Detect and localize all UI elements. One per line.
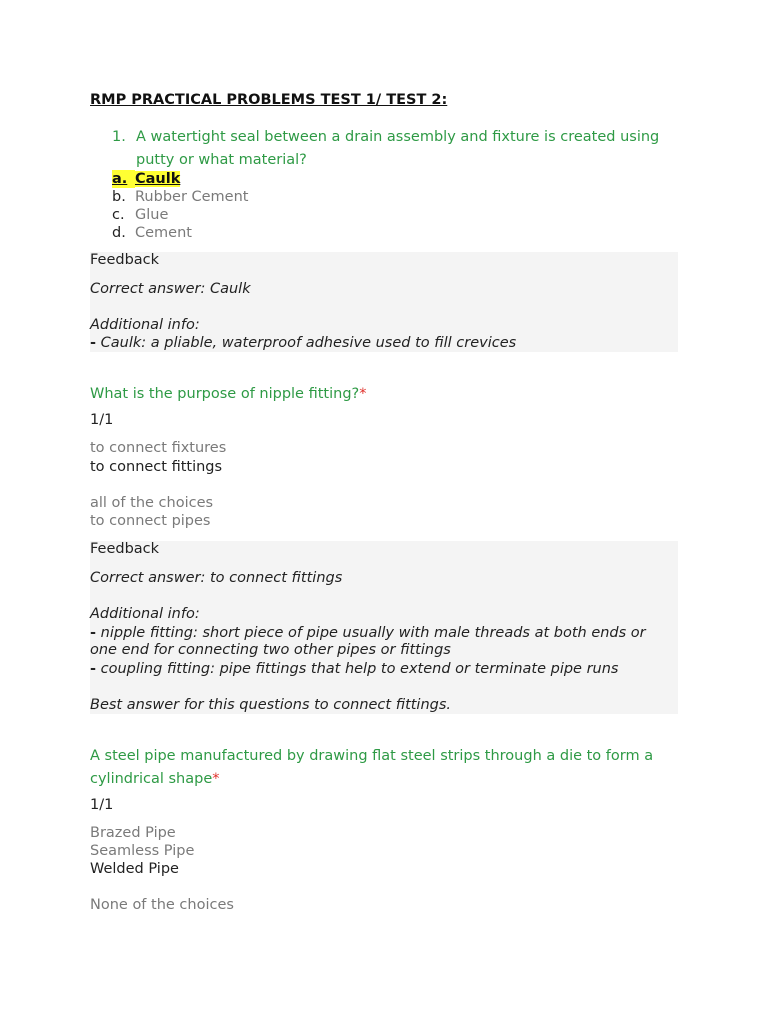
q2-option-fixtures[interactable]: to connect fixtures — [90, 440, 227, 456]
q2-feedback-label: Feedback — [90, 541, 160, 557]
question-3-line-2 — [90, 771, 220, 787]
dash: - — [90, 335, 97, 351]
q1-info-text: Caulk: a pliable, waterproof adhesive used to fill crevices — [100, 335, 517, 351]
q2-option-all[interactable]: all of the choices — [90, 495, 214, 511]
question-1-text: A watertight seal between a drain assembly and fixture is created using putty or what material? — [136, 129, 660, 168]
document-title: RMP PRACTICAL PROBLEMS TEST 1/ TEST 2: — [90, 92, 448, 108]
q2-feedback-box — [90, 541, 678, 714]
question-3-line-1: A steel pipe manufactured by drawing flat steel strips through a die to form a — [90, 748, 654, 764]
q1-option-c[interactable] — [112, 206, 168, 224]
q1-correct-answer: Correct answer: Caulk — [90, 281, 251, 297]
q3-option-none[interactable]: None of the choices — [90, 897, 234, 913]
q2-info-text: nipple fitting: short piece of pipe usually with male threads at both ends or — [100, 625, 646, 641]
question-1-number: 1. — [112, 129, 126, 145]
dash: - — [90, 625, 97, 641]
q1-feedback-label: Feedback — [90, 252, 160, 268]
q2-info-text: coupling fitting: pipe fittings that help to extend or terminate pipe runs — [100, 661, 619, 677]
question-2-text: What is the purpose of nipple fitting? — [90, 386, 360, 402]
q1-option-text-correct: Caulk — [135, 171, 181, 187]
q1-option-letter: d. — [112, 225, 126, 241]
q1-option-letter: c. — [112, 207, 125, 223]
q1-option-letter: b. — [112, 189, 126, 205]
question-2 — [90, 386, 366, 402]
q1-option-a[interactable] — [112, 170, 180, 188]
q2-info-line-1 — [90, 625, 646, 641]
q1-option-d[interactable] — [112, 224, 192, 242]
required-asterisk: * — [212, 771, 220, 787]
q2-correct-answer: Correct answer: to connect fittings — [90, 570, 343, 586]
q1-option-b[interactable] — [112, 188, 248, 206]
q1-additional-info-label: Additional info: — [90, 317, 200, 333]
question-1 — [112, 126, 672, 172]
q3-score: 1/1 — [90, 797, 114, 813]
q1-feedback-box — [90, 252, 678, 352]
q2-info-line-2 — [90, 661, 619, 677]
q2-info-line-1b: one end for connecting two other pipes or fittings — [90, 642, 451, 658]
q1-option-text: Rubber Cement — [135, 189, 249, 205]
q2-option-fittings-selected[interactable]: to connect fittings — [90, 459, 223, 475]
q1-option-text: Glue — [135, 207, 169, 223]
q1-additional-info-line — [90, 335, 516, 351]
question-3-text: cylindrical shape — [90, 771, 213, 787]
q1-option-text: Cement — [135, 225, 192, 241]
q2-best-answer: Best answer for this questions to connect fittings. — [90, 697, 452, 713]
q2-score: 1/1 — [90, 412, 114, 428]
q2-additional-info-label: Additional info: — [90, 606, 200, 622]
q3-option-seamless[interactable]: Seamless Pipe — [90, 843, 195, 859]
q3-option-welded-selected[interactable]: Welded Pipe — [90, 861, 179, 877]
dash: - — [90, 661, 97, 677]
required-asterisk: * — [359, 386, 367, 402]
q2-option-pipes[interactable]: to connect pipes — [90, 513, 211, 529]
q1-option-letter: a. — [112, 170, 135, 188]
q3-option-brazed[interactable]: Brazed Pipe — [90, 825, 176, 841]
